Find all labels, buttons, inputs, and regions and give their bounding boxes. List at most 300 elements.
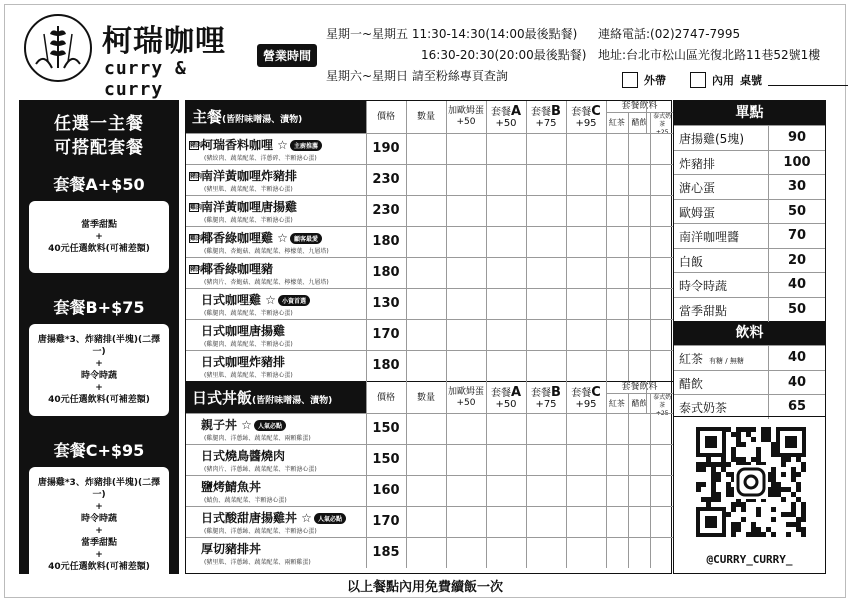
col-drink-option (650, 394, 673, 417)
single-item-price: 20 (768, 249, 825, 273)
column-divider (606, 133, 607, 164)
menu-item-title: 親子丼 ☆ (201, 418, 252, 432)
combo-title (19, 112, 179, 160)
hours-badge: 營業時間 (257, 44, 317, 67)
qr-module (756, 507, 761, 512)
qr-module (781, 457, 786, 462)
column-divider (526, 444, 527, 475)
menu-item-desc: (雞腿肉、洋蔥絲、蔬菜配菜、半顆溏心蛋) (204, 528, 317, 535)
column-divider (446, 444, 447, 475)
column-divider (526, 350, 527, 381)
section-title-text: 主餐 (192, 108, 223, 126)
qr-module (721, 462, 726, 467)
column-divider (526, 288, 527, 319)
menu-item-desc: (豬絞肉、蔬菜配菜、洋蔥碎、半顆溏心蛋) (204, 155, 317, 162)
column-divider (486, 288, 487, 319)
combo-title-line1: 任選一主餐 (54, 114, 144, 134)
qr-module (711, 467, 716, 472)
column-divider (366, 226, 367, 257)
menu-item-desc: (雞腿肉、蔬菜配菜、半顆溏心蛋) (204, 217, 293, 224)
combo-line: + (95, 232, 103, 242)
qr-module (726, 427, 731, 432)
qr-module (701, 497, 706, 502)
combo-name: 套餐A+$50 (53, 175, 145, 194)
col-set-c-price: +95 (575, 117, 597, 129)
col-set-a-letter: A (510, 384, 522, 400)
single-item-name: 溏心蛋 (679, 181, 716, 195)
column-divider (606, 444, 607, 475)
menu-row[interactable] (186, 537, 673, 568)
column-divider (406, 195, 407, 226)
menu-item-title: 日式酸甜唐揚雞丼 ☆ (201, 511, 312, 525)
menu-item-title: 椰香綠咖哩雞 ☆ (201, 231, 288, 245)
single-item-price: 100 (768, 151, 825, 175)
qr-module (766, 437, 771, 442)
section-note: (皆附味噌湯、漬物) (222, 115, 303, 125)
recommend-badge: 小資首選 (278, 295, 310, 306)
menu-item-price: 190 (372, 141, 400, 156)
section-title (192, 387, 332, 408)
column-divider (606, 381, 607, 413)
qr-module (731, 502, 736, 507)
combo-line: 當季甜點 (80, 220, 117, 230)
single-items-list (674, 125, 825, 321)
col-drink-option-name: 醋飲 (631, 118, 648, 127)
single-item-price: 40 (768, 273, 825, 297)
column-divider (406, 288, 407, 319)
col-set-a-label: 套餐 (490, 106, 511, 118)
qr-module (726, 472, 731, 477)
menu-row[interactable] (186, 133, 673, 164)
qr-module (706, 502, 711, 507)
column-divider (366, 195, 367, 226)
column-divider (406, 350, 407, 381)
column-divider (366, 537, 367, 568)
qr-module (776, 482, 781, 487)
single-item-row[interactable] (674, 297, 825, 322)
qr-module (731, 532, 736, 537)
qr-module (696, 487, 701, 492)
qr-module (701, 467, 706, 472)
menu-row[interactable] (186, 257, 673, 288)
section-title (192, 106, 302, 127)
col-drink-option (650, 113, 673, 136)
col-set-b-label: 套餐 (531, 387, 552, 399)
qr-module (721, 467, 726, 472)
qr-module (736, 522, 741, 527)
col-set-c-label: 套餐 (571, 387, 592, 399)
column-divider (366, 288, 367, 319)
meat-tag: 豬肉 (190, 266, 203, 273)
menu-item-price: 150 (372, 421, 400, 436)
column-divider (650, 444, 651, 475)
column-divider (366, 101, 367, 133)
dinein-checkbox[interactable] (690, 72, 706, 88)
column-divider (628, 195, 629, 226)
column-divider (406, 101, 407, 133)
instagram-qr-code-icon (696, 427, 806, 537)
qr-module (796, 482, 801, 487)
menu-item-name (189, 322, 285, 339)
qr-module (711, 477, 716, 482)
single-item-row[interactable] (674, 223, 825, 248)
qr-area (674, 416, 825, 573)
col-price-text: 價格 (376, 111, 395, 122)
column-divider (566, 133, 567, 164)
menu-item-name (189, 167, 297, 184)
menu-item-price: 180 (372, 234, 400, 249)
col-set-b (526, 382, 566, 414)
single-item-row[interactable] (674, 248, 825, 273)
menu-item-price: 170 (372, 327, 400, 342)
qr-module (771, 452, 776, 457)
qr-module (741, 427, 746, 432)
brand-name-en: curry & curry (104, 58, 187, 100)
column-divider (566, 226, 567, 257)
column-divider (526, 133, 527, 164)
menu-item-name (189, 478, 261, 495)
column-divider (366, 319, 367, 350)
column-divider (446, 101, 447, 133)
takeout-checkbox[interactable] (622, 72, 638, 88)
column-divider (366, 413, 367, 444)
qr-module (801, 502, 806, 507)
qr-module (716, 477, 721, 482)
menu-item-price: 230 (372, 172, 400, 187)
combo-line: 40元任選飲料(可補差額) (48, 562, 150, 572)
drink-row[interactable] (674, 345, 825, 370)
qr-module (786, 522, 791, 527)
menu-item-desc: (雞腿肉、蔬菜配菜、半顆溏心蛋) (204, 341, 293, 348)
qr-module (771, 507, 776, 512)
drink-price: 65 (768, 395, 825, 419)
menu-item-name (189, 353, 285, 370)
menu-row[interactable] (186, 226, 673, 257)
menu-item-title: 厚切豬排丼 (201, 542, 262, 556)
col-drink-option-name: 紅茶 (608, 118, 625, 127)
col-drink-option-name: 醋飲 (631, 399, 648, 408)
menu-item-price: 150 (372, 452, 400, 467)
column-divider (628, 475, 629, 506)
combo-line: 唐揚雞*3、炸豬排(半塊)(二擇一) (37, 335, 161, 357)
column-divider (446, 226, 447, 257)
column-divider (566, 101, 567, 133)
menu-row[interactable] (186, 506, 673, 537)
single-item-name: 南洋咖哩醬 (679, 230, 740, 244)
combo-line: 40元任選飲料(可補差額) (48, 395, 150, 405)
qr-module (791, 472, 796, 477)
col-set-b (526, 101, 566, 133)
qr-module (696, 482, 701, 487)
menu-item-name (189, 198, 297, 215)
qr-module (761, 432, 766, 437)
col-set-c-price: +95 (575, 398, 597, 410)
qr-module (771, 467, 776, 472)
qr-module (711, 492, 716, 497)
col-qty-text: 數量 (416, 111, 435, 122)
qr-module (771, 517, 776, 522)
combo-line: 當季甜點 (80, 538, 117, 548)
column-divider (486, 381, 487, 413)
menu-item-name (189, 136, 322, 153)
qr-module (741, 442, 746, 447)
column-divider (406, 257, 407, 288)
recommend-badge: 顧客最愛 (290, 233, 322, 244)
column-divider (606, 475, 607, 506)
qr-module (766, 527, 771, 532)
column-divider (606, 350, 607, 381)
qr-module (801, 512, 806, 517)
drink-price: 40 (768, 346, 825, 370)
qr-module (726, 462, 731, 467)
col-price (366, 101, 406, 133)
qr-module (736, 427, 741, 432)
combo-line: 唐揚雞*3、炸豬排(半塊)(二擇一) (37, 478, 161, 500)
column-divider (606, 506, 607, 537)
combo-line: + (95, 383, 103, 393)
menu-item-desc: (豬肉片、杏鮑菇、蔬菜配菜、檸檬葉、九層塔) (204, 279, 329, 286)
column-divider (406, 319, 407, 350)
menu-row[interactable] (186, 164, 673, 195)
qr-module (736, 502, 741, 507)
combo-line: + (95, 359, 103, 369)
qr-module (781, 487, 786, 492)
single-item-price: 30 (768, 175, 825, 199)
menu-item-title: 南洋黃咖哩唐揚雞 (201, 200, 298, 214)
col-drink-options (606, 394, 673, 417)
column-divider (650, 413, 651, 444)
single-item-price: 50 (768, 298, 825, 322)
qr-module (756, 447, 761, 452)
qr-module (771, 472, 776, 477)
column-divider (566, 381, 567, 413)
col-set-c-letter: C (591, 103, 601, 119)
combo-box (29, 324, 169, 416)
combo-line: 時令時蔬 (80, 514, 117, 524)
menu-row[interactable] (186, 444, 673, 475)
qr-module (746, 427, 751, 432)
column-divider (526, 381, 527, 413)
hours-weekday-1: 星期一~星期五 11:30-14:30(14:00最後點餐) (326, 27, 578, 41)
recommend-badge: 人氣必點 (314, 513, 346, 524)
qr-module (736, 432, 741, 437)
qr-module (771, 532, 776, 537)
qr-module (711, 497, 716, 502)
col-egg-text: 加歐姆蛋 (447, 387, 484, 397)
single-item-row[interactable] (674, 125, 825, 150)
column-divider (406, 537, 407, 568)
qr-module (801, 532, 806, 537)
qr-module (751, 532, 756, 537)
qr-module (731, 432, 736, 437)
qr-module (726, 487, 731, 492)
column-divider (566, 164, 567, 195)
menu-item-price: 185 (372, 545, 400, 560)
col-drink-option-add: +25 (655, 410, 669, 417)
single-item-row[interactable] (674, 199, 825, 224)
qr-module (756, 512, 761, 517)
column-divider (366, 133, 367, 164)
menu-item-desc: (雞腿肉、杏鮑菇、蔬菜配菜、檸檬葉、九層塔) (204, 248, 329, 255)
wheat-hands-icon (22, 12, 94, 84)
menu-item-name (189, 260, 273, 277)
combo-box (29, 201, 169, 273)
qr-module (771, 447, 776, 452)
column-divider (526, 506, 527, 537)
qr-module (776, 487, 781, 492)
qr-module (716, 492, 721, 497)
combo-list (19, 172, 179, 583)
col-drink-option-name: 紅茶 (608, 399, 625, 408)
qr-module (751, 427, 756, 432)
qr-module (756, 457, 761, 462)
menu-row[interactable] (186, 288, 673, 319)
combo-panel (19, 100, 179, 574)
column-divider (406, 226, 407, 257)
column-divider (486, 101, 487, 133)
column-divider (446, 164, 447, 195)
qr-module (801, 462, 806, 467)
drink-name-text: 紅茶 (679, 352, 704, 366)
qr-module (726, 492, 731, 497)
column-divider (628, 413, 629, 444)
drink-row[interactable] (674, 394, 825, 419)
table-number-field[interactable] (768, 74, 848, 86)
combo-line: 時令時蔬 (80, 371, 117, 381)
menu-row[interactable] (186, 475, 673, 506)
qr-module (781, 512, 786, 517)
qr-module (796, 487, 801, 492)
col-set-a (486, 382, 526, 414)
qr-module (726, 512, 731, 517)
column-divider (366, 475, 367, 506)
column-divider (606, 288, 607, 319)
drink-note: 有糖 / 無糖 (709, 357, 744, 365)
col-set-a-top (490, 384, 522, 400)
column-divider (486, 226, 487, 257)
column-divider (650, 319, 651, 350)
column-divider (366, 350, 367, 381)
qr-module (801, 507, 806, 512)
menu-item-desc: (豬里肌、蔬菜配菜、半顆溏心蛋) (204, 372, 293, 379)
single-item-price: 70 (768, 224, 825, 248)
qr-module (716, 472, 721, 477)
col-price (366, 382, 406, 414)
column-divider (446, 537, 447, 568)
qr-module (731, 527, 736, 532)
qr-module (791, 477, 796, 482)
combo-line: + (95, 502, 103, 512)
column-divider (628, 133, 629, 164)
col-drink-option (606, 113, 628, 133)
qr-module (771, 482, 776, 487)
column-divider (526, 475, 527, 506)
menu-item-desc: (豬肉片、洋蔥絲、蔬菜配菜、半顆溏心蛋) (204, 466, 317, 473)
qr-module (761, 532, 766, 537)
single-item-name: 唐揚雞(5塊) (679, 132, 744, 146)
qr-module (751, 437, 756, 442)
qr-module (796, 522, 801, 527)
qr-module (786, 532, 791, 537)
menu-item-desc: (豬里肌、洋蔥絲、蔬菜配菜、兩顆雞蛋) (204, 559, 311, 566)
qr-module (801, 467, 806, 472)
column-divider (566, 444, 567, 475)
section-header (186, 101, 673, 136)
column-divider (566, 257, 567, 288)
col-set-a (486, 101, 526, 133)
col-set-a-price: +50 (495, 117, 517, 129)
section-header (186, 381, 673, 417)
column-divider (628, 350, 629, 381)
qr-module (746, 532, 751, 537)
qr-module (731, 452, 736, 457)
column-divider (628, 257, 629, 288)
column-divider (646, 101, 647, 133)
qr-module (786, 457, 791, 462)
column-divider (526, 226, 527, 257)
single-item-price: 90 (768, 126, 825, 150)
single-item-name: 歐姆蛋 (679, 205, 716, 220)
column-divider (566, 413, 567, 444)
single-items-title: 單點 (674, 101, 825, 125)
qr-module (785, 436, 797, 448)
single-item-row[interactable] (674, 272, 825, 297)
qr-module (701, 462, 706, 467)
menu-row[interactable] (186, 195, 673, 226)
qr-module (796, 497, 801, 502)
menu-row[interactable] (186, 350, 673, 381)
column-divider (650, 257, 651, 288)
column-divider (526, 164, 527, 195)
single-item-row[interactable] (674, 150, 825, 175)
combo-title-line2: 可搭配套餐 (54, 138, 144, 158)
qr-module (796, 457, 801, 462)
hours-weekday-2: 16:30-20:30(20:00最後點餐) (421, 48, 587, 62)
column-divider (628, 444, 629, 475)
column-divider (486, 537, 487, 568)
qr-module (801, 517, 806, 522)
qr-module (741, 502, 746, 507)
logo (22, 12, 242, 100)
menu-item-name (189, 540, 261, 557)
column-divider (628, 319, 629, 350)
column-divider (526, 257, 527, 288)
qr-module (776, 492, 781, 497)
column-divider (650, 475, 651, 506)
menu-row[interactable] (186, 413, 673, 444)
column-divider (406, 475, 407, 506)
col-set-c (566, 101, 606, 133)
single-item-price: 50 (768, 200, 825, 224)
drink-name-text: 醋飲 (679, 376, 704, 391)
col-drink-title: 套餐飲料 (606, 101, 673, 113)
recommend-badge: 主廚推薦 (290, 140, 322, 151)
qr-module (696, 467, 701, 472)
takeout-label: 外帶 (644, 74, 666, 87)
single-item-row[interactable] (674, 174, 825, 199)
column-divider (628, 537, 629, 568)
column-divider (486, 444, 487, 475)
drink-row[interactable] (674, 370, 825, 395)
qr-module (756, 452, 761, 457)
column-divider (446, 195, 447, 226)
menu-row[interactable] (186, 319, 673, 350)
qr-module (711, 472, 716, 477)
menu-item-price: 230 (372, 203, 400, 218)
column-divider (606, 164, 607, 195)
column-divider (446, 133, 447, 164)
column-divider (566, 350, 567, 381)
